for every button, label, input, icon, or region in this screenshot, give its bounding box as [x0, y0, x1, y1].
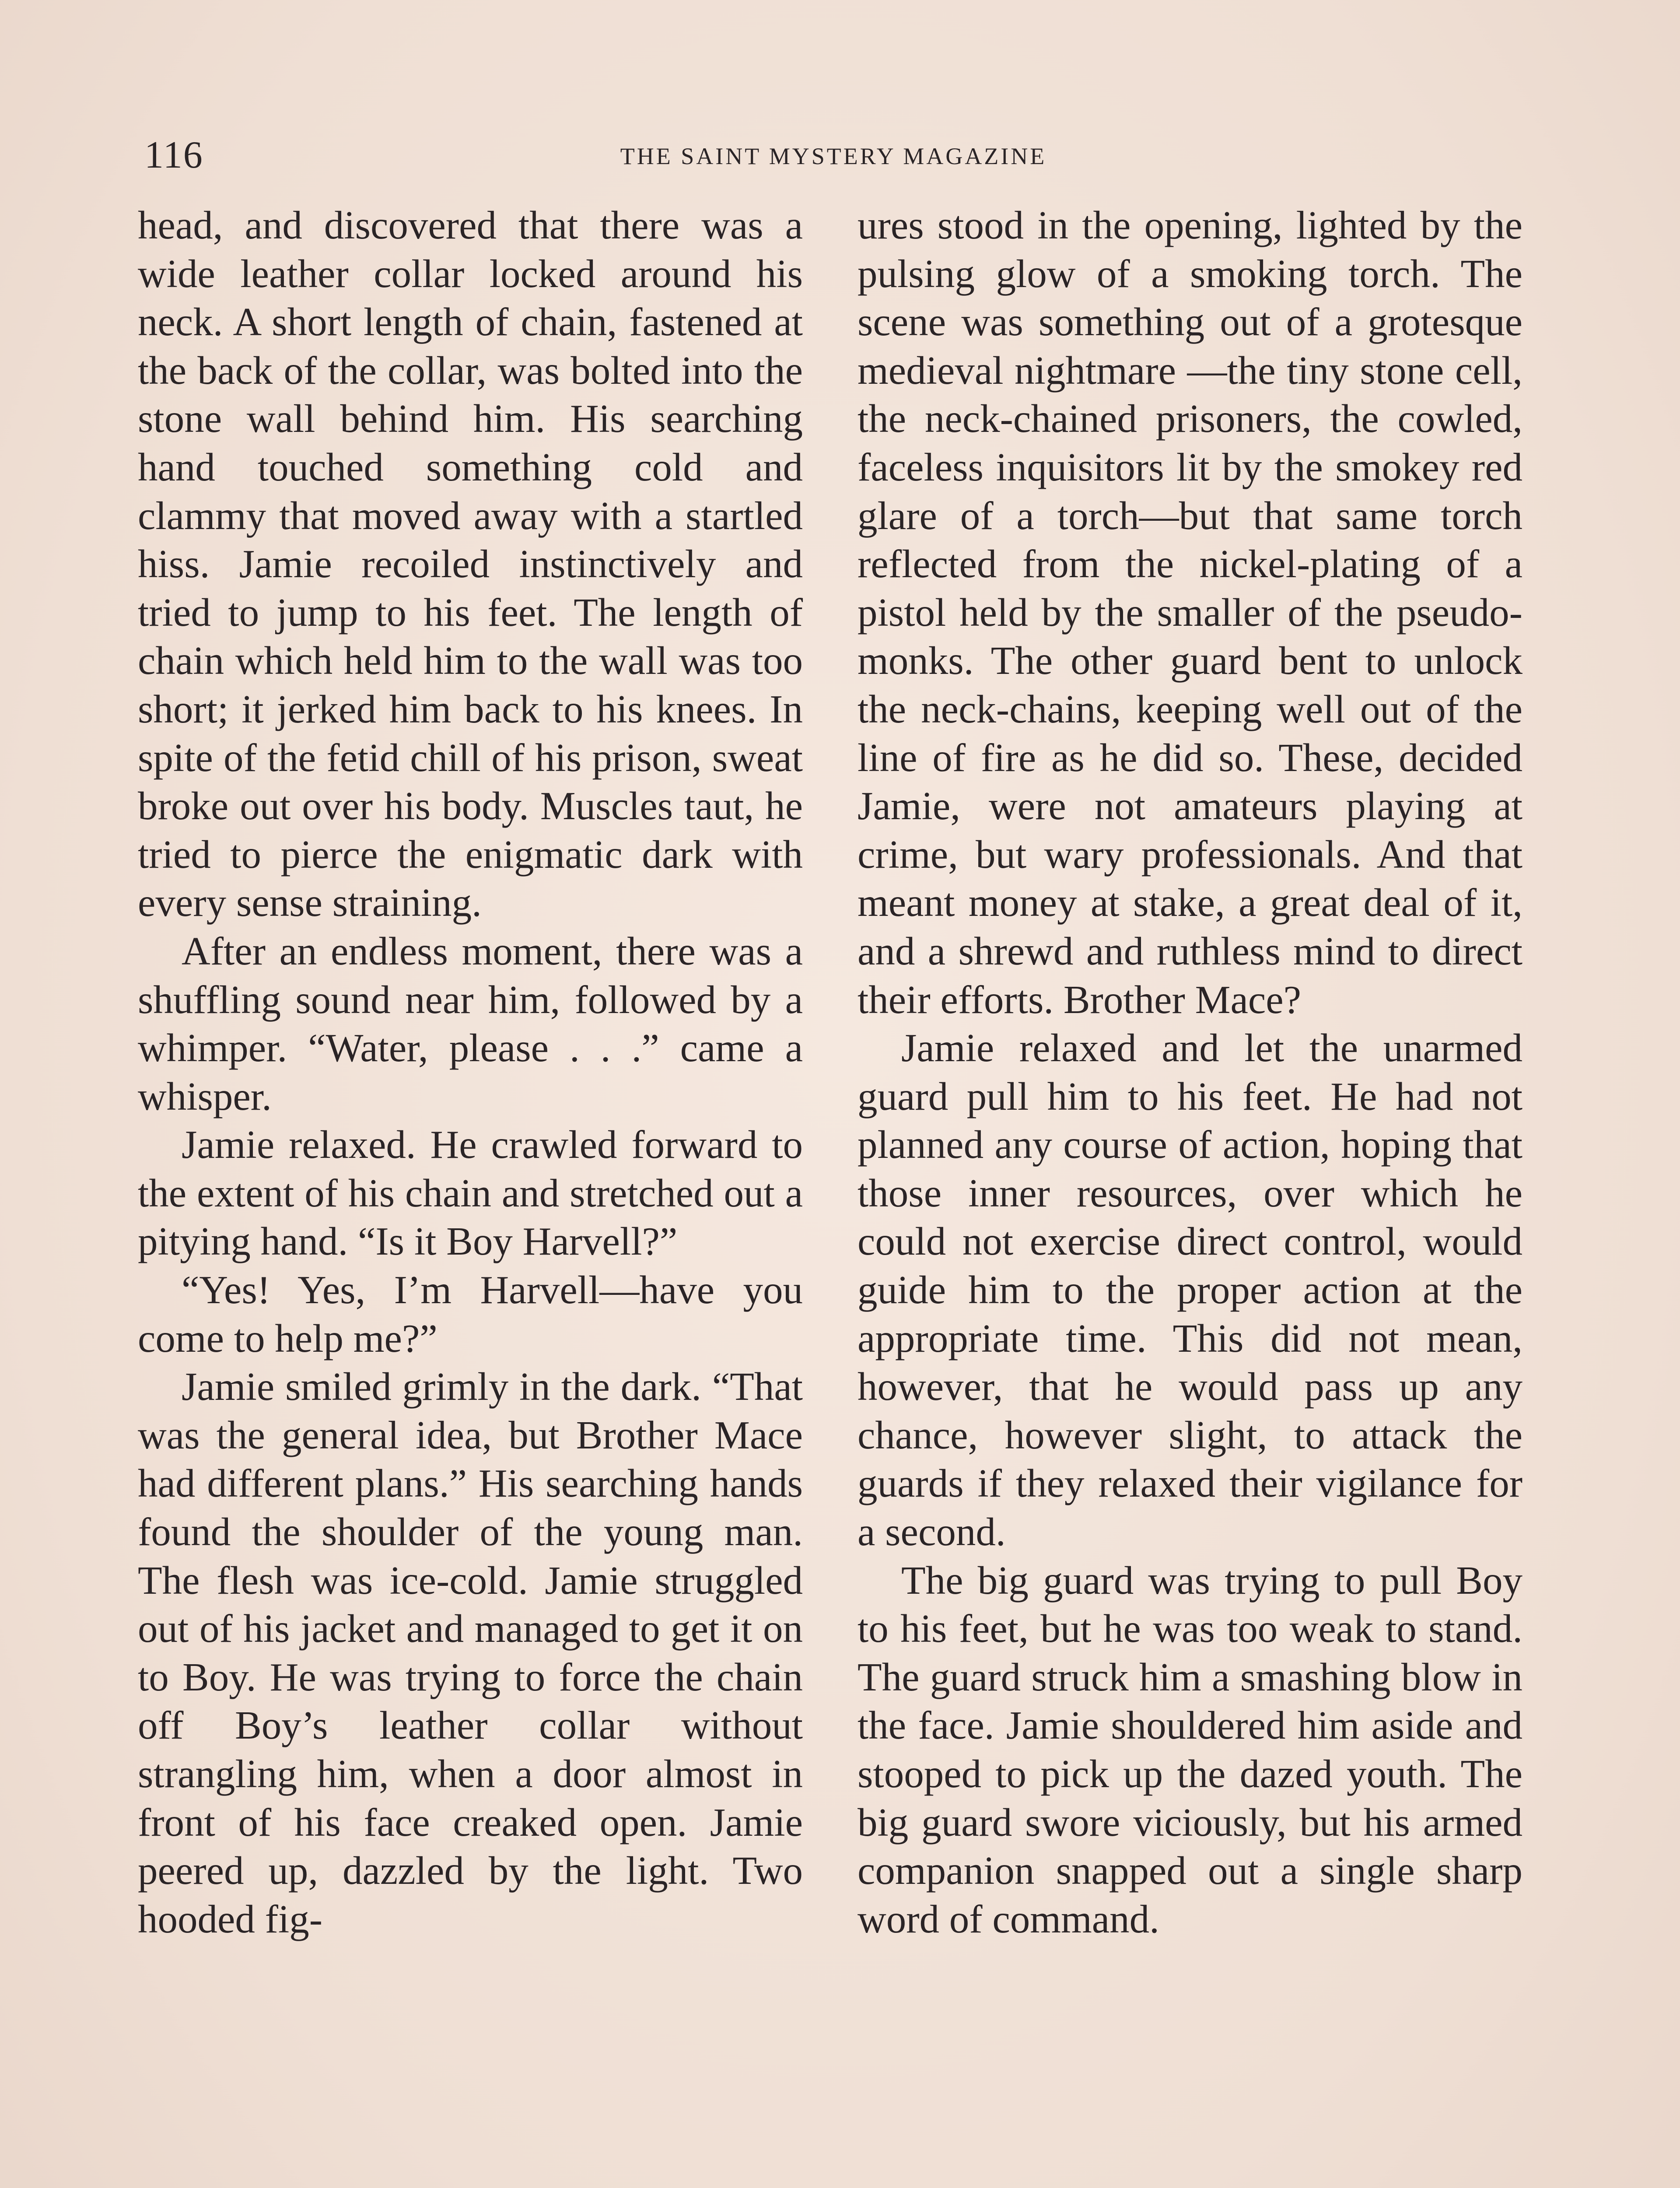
- paragraph: “Yes! Yes, I’m Harvell—have you come to help me?”: [138, 1268, 803, 1360]
- right-column: [858, 201, 1522, 1943]
- paragraph: head, and discovered that there was a wide leather collar locked around his neck. A short length of chain, fastened at the back of the collar, was bolted into the stone wall behind him. His searching hand touched something cold and clammy that moved away with a startled hiss. Jamie recoiled instinctively and tried to jump to his feet. The length of chain which held him to the wall was too short; it jerked him back to his knees. In spite of the fetid chill of his prison, sweat broke out over his body. Muscles taut, he tried to pierce the enigmatic dark with every sense straining.: [138, 203, 803, 925]
- paragraph: The big guard was trying to pull Boy to his feet, but he was too weak to stand. The guard struck him a smashing blow in the face. Jamie shouldered him aside and stooped to pick up the dazed youth. The big guard swore viciously, but his armed companion snapped out a single sharp word of command.: [858, 1558, 1522, 1941]
- paragraph: Jamie smiled grimly in the dark. “That was the general idea, but Brother Mace had different plans.” His searching hands found the shoulder of the young man. The flesh was ice-cold. Jamie struggled out of his jacket and managed to get it on to Boy. He was trying to force the chain off Boy’s leather collar without strangling him, when a door almost in front of his face creaked open. Jamie peered up, dazzled by the light. Two hooded fig-: [138, 1364, 803, 1941]
- paragraph: After an endless moment, there was a shuffling sound near him, followed by a whimper. “Water, please . . .” came a whisper.: [138, 929, 803, 1119]
- paragraph: Jamie relaxed. He crawled forward to the extent of his chain and stretched out a pitying hand. “Is it Boy Harvell?”: [138, 1122, 803, 1264]
- page-header: [144, 131, 1522, 179]
- paragraph: Jamie relaxed and let the unarmed guard pull him to his feet. He had not planned any course of action, hoping that those inner resources, over which he could not exercise direct control, would guide him to the proper action at the appropriate time. This did not mean, however, that he would pass up any chance, however slight, to attack the guards if they relaxed their vigilance for a second.: [858, 1026, 1522, 1554]
- paragraph: ures stood in the opening, lighted by the pulsing glow of a smoking torch. The scene was something out of a grotesque medieval nightmare —the tiny stone cell, the neck-chained prisoners, the cowled, faceless inquisitors lit by the smokey red glare of a torch—but that same torch reflected from the nickel-plating of a pistol held by the smaller of the pseudo-monks. The other guard bent to unlock the neck-chains, keeping well out of the line of fire as he did so. These, decided Jamie, were not amateurs playing at crime, but wary professionals. And that meant money at stake, a great deal of it, and a shrewd and ruthless mind to direct their efforts. Brother Mace?: [858, 203, 1522, 1022]
- running-head: THE SAINT MYSTERY MAGAZINE: [620, 143, 1047, 169]
- left-column: [138, 201, 803, 1943]
- page-number: 116: [144, 134, 203, 176]
